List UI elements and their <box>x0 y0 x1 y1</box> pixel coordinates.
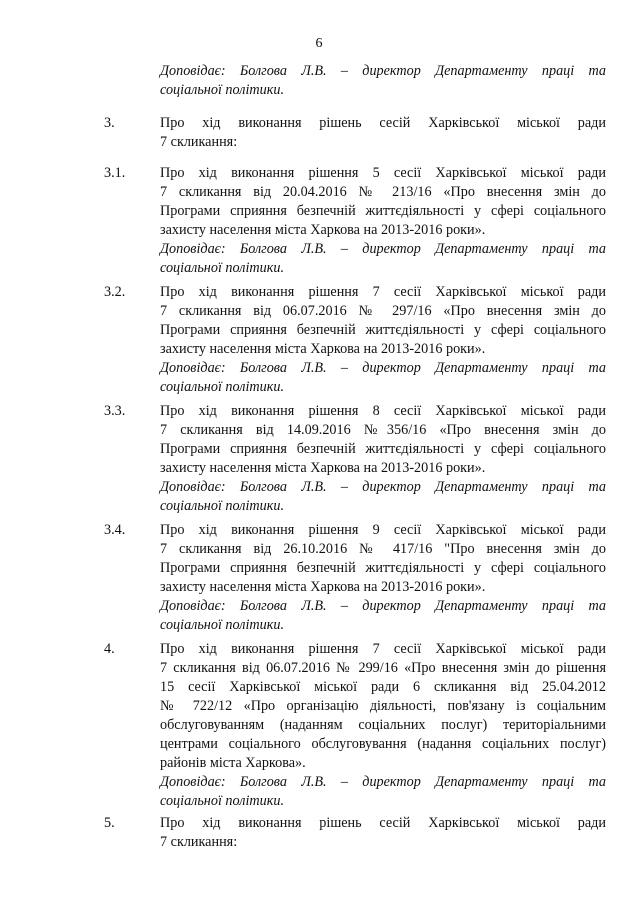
item-text-line: 7 скликання від 14.09.2016 №356/16 «Про внесення змін до <box>160 422 606 438</box>
agenda-item-3-2 <box>160 283 606 397</box>
item-text-line: 7 скликання: <box>160 134 238 150</box>
reporter-line-1: Доповідає: Болгова Л.В. – директор Департаменту праці та <box>160 360 606 376</box>
item-text-line: Програми сприяння безпечній життєдіяльності у сфері соціального <box>160 203 606 219</box>
agenda-item-5 <box>160 814 606 852</box>
item-number-3-2: 3.2. <box>104 284 126 300</box>
reporter-line-2: соціальної політики. <box>160 260 285 276</box>
reporter-line-1: Доповідає: Болгова Л.В. – директор Департаменту праці та <box>160 241 606 257</box>
item-number-3-1: 3.1. <box>104 165 126 181</box>
reporter-line-2: соціальної політики. <box>160 617 285 633</box>
item-text-line: 7 скликання від 06.07.2016 № 297/16 «Про внесення змін до <box>160 303 606 319</box>
item-number-4: 4. <box>104 641 115 657</box>
item-number-3-4: 3.4. <box>104 522 126 538</box>
item-text-line: захисту населення міста Харкова на 2013-2016 роки». <box>160 579 486 595</box>
item-text-line: Програми сприяння безпечній життєдіяльності у сфері соціального <box>160 560 606 576</box>
item-number-3-3: 3.3. <box>104 403 126 419</box>
reporter-line-2: соціальної політики. <box>160 82 285 98</box>
item-text-line: Програми сприяння безпечній життєдіяльності у сфері соціального <box>160 322 606 338</box>
agenda-item-3 <box>160 114 606 152</box>
item-text-line: захисту населення міста Харкова на 2013-2016 роки». <box>160 341 486 357</box>
item-text-line: Про хід виконання рішень сесій Харківської міської ради <box>160 115 606 131</box>
item-number-5: 5. <box>104 815 115 831</box>
item-text-line: районів міста Харкова». <box>160 755 306 771</box>
reporter-line-1: Доповідає: Болгова Л.В. – директор Департаменту праці та <box>160 479 606 495</box>
item-text-line: Про хід виконання рішень сесій Харківської міської ради <box>160 815 606 831</box>
agenda-item-3-1 <box>160 164 606 278</box>
reporter-line-1: Доповідає: Болгова Л.В. – директор Департаменту праці та <box>160 774 606 790</box>
item-text-line: 7 скликання: <box>160 834 238 850</box>
item-text-line: Програми сприяння безпечній життєдіяльності у сфері соціального <box>160 441 606 457</box>
item-text-line: Про хід виконання рішення 5 сесії Харківської міської ради <box>160 165 606 181</box>
reporter-line-1: Доповідає: Болгова Л.В. – директор Департаменту праці та <box>160 598 606 614</box>
agenda-item-3-4 <box>160 521 606 635</box>
reporter-top <box>160 62 606 100</box>
item-text-line: Про хід виконання рішення 9 сесії Харківської міської ради <box>160 522 606 538</box>
item-text-line: захисту населення міста Харкова на 2013-2016 роки». <box>160 222 486 238</box>
item-text-line: 7 скликання від 26.10.2016 № 417/16 "Про внесення змін до <box>160 541 606 557</box>
item-text-line: обслуговуванням (наданням соціальних послуг) територіальними <box>160 717 606 733</box>
agenda-item-4 <box>160 640 606 811</box>
agenda-item-3-3 <box>160 402 606 516</box>
item-text-line: № 722/12 «Про організацію діяльності, пов'язану із соціальним <box>160 698 606 714</box>
item-text-line: центрами соціального обслуговування (надання соціальних послуг) <box>160 736 606 752</box>
item-number-3: 3. <box>104 115 115 131</box>
reporter-line-2: соціальної політики. <box>160 379 285 395</box>
item-text-line: Про хід виконання рішення 7 сесії Харківської міської ради <box>160 641 606 657</box>
reporter-line-2: соціальної політики. <box>160 498 285 514</box>
reporter-line-1: Доповідає: Болгова Л.В. – директор Департаменту праці та <box>160 63 606 79</box>
item-text-line: захисту населення міста Харкова на 2013-2016 роки». <box>160 460 486 476</box>
item-text-line: Про хід виконання рішення 8 сесії Харківської міської ради <box>160 403 606 419</box>
item-text-line: 15 сесії Харківської міської ради 6 скликання від 25.04.2012 <box>160 679 606 695</box>
reporter-line-2: соціальної політики. <box>160 793 285 809</box>
item-text-line: Про хід виконання рішення 7 сесії Харківської міської ради <box>160 284 606 300</box>
item-text-line: 7 скликання від 20.04.2016 № 213/16 «Про внесення змін до <box>160 184 606 200</box>
page-number: 6 <box>315 36 323 51</box>
item-text-line: 7 скликання від 06.07.2016 № 299/16 «Про внесення змін до рішення <box>160 660 606 676</box>
